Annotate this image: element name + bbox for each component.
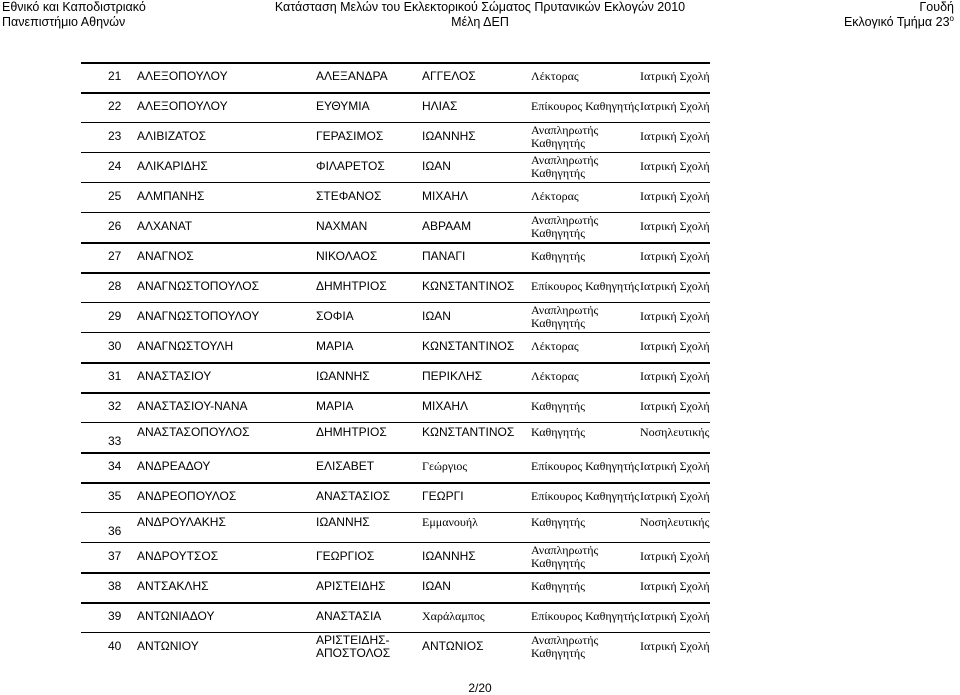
row-number: 27: [108, 249, 122, 263]
polling-section: [844, 15, 954, 30]
row-number: 25: [108, 189, 122, 203]
row-divider: [81, 602, 710, 604]
row-divider: [81, 152, 710, 153]
row-divider: [81, 422, 710, 423]
first-name-cell-line: ΑΠΟΣΤΟΛΟΣ: [316, 646, 391, 660]
university-name-line1: Εθνικό και Καποδιστριακό: [2, 0, 146, 14]
rank-cell: [531, 544, 598, 570]
row-divider: [81, 512, 710, 513]
rank-cell: Επίκουρος Καθηγητής: [531, 489, 640, 503]
row-divider: [81, 572, 710, 574]
row-divider: [81, 92, 710, 94]
first-name-cell: ΑΝΑΣΤΑΣΙΑ: [316, 609, 382, 623]
rank-cell-line: Αναπληρωτής: [531, 543, 599, 557]
surname-cell: ΑΛΕΞΟΠΟΥΛΟΥ: [137, 69, 228, 83]
first-name-cell: ΙΩΑΝΝΗΣ: [316, 369, 370, 383]
polling-location: Γουδή: [919, 0, 954, 14]
father-name-cell: ΙΩΑΝ: [422, 579, 451, 593]
surname-cell: ΑΝΑΓΝΩΣΤΟΥΛΗ: [137, 339, 234, 353]
school-cell: Ιατρική Σχολή: [640, 549, 710, 563]
rank-cell: [531, 154, 598, 180]
surname-cell: ΑΛΜΠΑΝΗΣ: [137, 189, 205, 203]
father-name-cell: ΙΩΑΝ: [422, 159, 451, 173]
father-name-cell: ΚΩΝΣΤΑΝΤΙΝΟΣ: [422, 425, 515, 439]
first-name-cell: ΑΛΕΞΑΝΔΡΑ: [316, 69, 388, 83]
rank-cell: Καθηγητής: [531, 249, 585, 263]
father-name-cell: ΙΩΑΝΝΗΣ: [422, 549, 476, 563]
row-number: 24: [108, 159, 122, 173]
school-cell: Ιατρική Σχολή: [640, 579, 710, 593]
father-name-cell: ΙΩΑΝΝΗΣ: [422, 129, 476, 143]
rank-cell-line: Καθηγητής: [531, 556, 585, 570]
row-divider: [81, 182, 710, 183]
first-name-cell: ΑΝΑΣΤΑΣΙΟΣ: [316, 489, 391, 503]
row-number: 29: [108, 309, 122, 323]
school-cell: Ιατρική Σχολή: [640, 69, 710, 83]
rank-cell-line: Καθηγητής: [531, 646, 585, 660]
first-name-cell: ΕΥΘΥΜΙΑ: [316, 99, 370, 113]
surname-cell: ΑΝΑΓΝΩΣΤΟΠΟΥΛΟΥ: [137, 309, 260, 323]
rank-cell-line: Καθηγητής: [531, 226, 585, 240]
father-name-cell: ΠΑΝΑΓΙ: [422, 249, 466, 263]
father-name-cell: ΗΛΙΑΣ: [422, 99, 458, 113]
rank-cell: Καθηγητής: [531, 399, 585, 413]
row-number: 40: [108, 639, 122, 653]
school-cell: Ιατρική Σχολή: [640, 489, 710, 503]
school-cell: Ιατρική Σχολή: [640, 399, 710, 413]
father-name-cell: ΚΩΝΣΤΑΝΤΙΝΟΣ: [422, 339, 515, 353]
rank-cell: [531, 124, 598, 150]
surname-cell: ΑΝΑΣΤΑΣΙΟΥ-ΝΑΝΑ: [137, 399, 248, 413]
row-divider: [81, 362, 710, 364]
row-divider: [81, 302, 710, 303]
father-name-cell: ΑΝΤΩΝΙΟΣ: [422, 639, 484, 653]
row-divider: [81, 272, 710, 274]
first-name-cell: ΦΙΛΑΡΕΤΟΣ: [316, 159, 385, 173]
surname-cell: ΑΝΤΩΝΙΟΥ: [137, 639, 199, 653]
document-title-line2: Μέλη ΔΕΠ: [451, 15, 509, 29]
rank-cell: Λέκτορας: [531, 369, 579, 383]
polling-station: [844, 0, 954, 30]
school-cell: Ιατρική Σχολή: [640, 609, 710, 623]
rank-cell: Καθηγητής: [531, 515, 585, 529]
first-name-cell: ΔΗΜΗΤΡΙΟΣ: [316, 425, 387, 439]
school-cell: Ιατρική Σχολή: [640, 249, 710, 263]
rank-cell: Επίκουρος Καθηγητής: [531, 609, 640, 623]
school-cell: Ιατρική Σχολή: [640, 279, 710, 293]
first-name-cell: ΣΤΕΦΑΝΟΣ: [316, 189, 382, 203]
row-number: 39: [108, 609, 122, 623]
rank-cell: Λέκτορας: [531, 339, 579, 353]
row-divider: [81, 482, 710, 484]
father-name-cell: Χαράλαμπος: [422, 609, 485, 623]
school-cell: Ιατρική Σχολή: [640, 639, 710, 653]
row-number: 34: [108, 459, 122, 473]
page-number: 2/20: [468, 681, 492, 695]
surname-cell: ΑΛΙΚΑΡΙΔΗΣ: [137, 159, 208, 173]
surname-cell: ΑΝΔΡΟΥΤΣΟΣ: [137, 549, 219, 563]
row-number: 33: [108, 434, 122, 448]
school-cell: Νοσηλευτικής: [640, 515, 710, 529]
row-number: 37: [108, 549, 122, 563]
row-divider: [81, 452, 710, 454]
row-number: 38: [108, 579, 122, 593]
rank-cell: [531, 214, 598, 240]
row-divider: [81, 122, 710, 123]
father-name-cell: ΑΒΡΑΑΜ: [422, 219, 472, 233]
rank-cell: Επίκουρος Καθηγητής: [531, 279, 640, 293]
rank-cell-line: Καθηγητής: [531, 136, 585, 150]
school-cell: Ιατρική Σχολή: [640, 309, 710, 323]
row-number: 28: [108, 279, 122, 293]
rank-cell-line: Καθηγητής: [531, 316, 585, 330]
rank-cell-line: Καθηγητής: [531, 166, 585, 180]
polling-section-label: Εκλογικό Τμήμα 23: [843, 15, 950, 29]
row-number: 32: [108, 399, 122, 413]
polling-section-sup: ο: [949, 13, 954, 23]
surname-cell: ΑΛΕΞΟΠΟΥΛΟΥ: [137, 99, 228, 113]
school-cell: Ιατρική Σχολή: [640, 459, 710, 473]
surname-cell: ΑΝΑΓΝΟΣ: [137, 249, 194, 263]
row-divider: [81, 332, 710, 333]
rank-cell-line: Αναπληρωτής: [531, 213, 599, 227]
first-name-cell: ΜΑΡΙΑ: [316, 339, 354, 353]
rank-cell: [531, 634, 598, 660]
row-number: 36: [108, 524, 122, 538]
first-name-cell: ΜΑΡΙΑ: [316, 399, 354, 413]
first-name-cell: ΑΡΙΣΤΕΙΔΗΣ: [316, 579, 386, 593]
father-name-cell: Γεώργιος: [422, 459, 468, 473]
row-number: 26: [108, 219, 122, 233]
row-divider: [81, 212, 710, 213]
row-number: 23: [108, 129, 122, 143]
first-name-cell: ΕΛΙΣΑΒΕΤ: [316, 459, 375, 473]
row-divider: [81, 542, 710, 543]
rank-cell: Επίκουρος Καθηγητής: [531, 459, 640, 473]
surname-cell: ΑΝΑΓΝΩΣΤΟΠΟΥΛΟΣ: [137, 279, 260, 293]
rank-cell: Λέκτορας: [531, 189, 579, 203]
surname-cell: ΑΝΤΩΝΙΑΔΟΥ: [137, 609, 215, 623]
row-divider: [81, 62, 710, 64]
row-divider: [81, 632, 710, 633]
row-number: 31: [108, 369, 122, 383]
rank-cell: [531, 304, 598, 330]
row-divider: [81, 242, 710, 244]
school-cell: Ιατρική Σχολή: [640, 159, 710, 173]
rank-cell: Επίκουρος Καθηγητής: [531, 99, 640, 113]
school-cell: Ιατρική Σχολή: [640, 219, 710, 233]
surname-cell: ΑΝΔΡΟΥΛΑΚΗΣ: [137, 515, 226, 529]
rank-cell: Καθηγητής: [531, 425, 585, 439]
row-number: 21: [108, 69, 122, 83]
first-name-cell-line: ΑΡΙΣΤΕΙΔΗΣ-: [316, 633, 390, 647]
school-cell: Ιατρική Σχολή: [640, 189, 710, 203]
first-name-cell: [316, 634, 390, 660]
rank-cell-line: Αναπληρωτής: [531, 303, 599, 317]
father-name-cell: ΙΩΑΝ: [422, 309, 451, 323]
surname-cell: ΑΝΑΣΤΑΣΟΠΟΥΛΟΣ: [137, 425, 250, 439]
surname-cell: ΑΝΤΣΑΚΛΗΣ: [137, 579, 209, 593]
row-number: 35: [108, 489, 122, 503]
first-name-cell: ΓΕΡΑΣΙΜΟΣ: [316, 129, 384, 143]
first-name-cell: ΙΩΑΝΝΗΣ: [316, 515, 370, 529]
surname-cell: ΑΛΧΑΝΑΤ: [137, 219, 193, 233]
school-cell: Ιατρική Σχολή: [640, 99, 710, 113]
first-name-cell: ΣΟΦΙΑ: [316, 309, 354, 323]
row-number: 30: [108, 339, 122, 353]
surname-cell: ΑΝΔΡΕΑΔΟΥ: [137, 459, 211, 473]
father-name-cell: ΠΕΡΙΚΛΗΣ: [422, 369, 483, 383]
father-name-cell: ΓΕΩΡΓΙ: [422, 489, 464, 503]
rank-cell-line: Αναπληρωτής: [531, 153, 599, 167]
first-name-cell: ΓΕΩΡΓΙΟΣ: [316, 549, 375, 563]
first-name-cell: ΔΗΜΗΤΡΙΟΣ: [316, 279, 387, 293]
surname-cell: ΑΝΑΣΤΑΣΙΟΥ: [137, 369, 212, 383]
father-name-cell: ΚΩΝΣΤΑΝΤΙΝΟΣ: [422, 279, 515, 293]
rank-cell: Λέκτορας: [531, 69, 579, 83]
university-name-line2: Πανεπιστήμιο Αθηνών: [2, 15, 126, 29]
father-name-cell: ΜΙΧΑΗΛ: [422, 399, 469, 413]
rank-cell-line: Αναπληρωτής: [531, 633, 599, 647]
document-title: [0, 0, 960, 30]
rank-cell: Καθηγητής: [531, 579, 585, 593]
father-name-cell: ΑΓΓΕΛΟΣ: [422, 69, 476, 83]
rank-cell-line: Αναπληρωτής: [531, 123, 599, 137]
document-title-line1: Κατάσταση Μελών του Εκλεκτορικού Σώματος Πρυτανικών Εκλογών 2010: [274, 0, 686, 14]
school-cell: Ιατρική Σχολή: [640, 369, 710, 383]
first-name-cell: ΝΙΚΟΛΑΟΣ: [316, 249, 378, 263]
row-divider: [81, 392, 710, 394]
first-name-cell: ΝΑΧΜΑΝ: [316, 219, 368, 233]
father-name-cell: ΜΙΧΑΗΛ: [422, 189, 469, 203]
school-cell: Ιατρική Σχολή: [640, 129, 710, 143]
surname-cell: ΑΝΔΡΕΟΠΟΥΛΟΣ: [137, 489, 237, 503]
surname-cell: ΑΛΙΒΙΖΑΤΟΣ: [137, 129, 206, 143]
row-number: 22: [108, 99, 122, 113]
father-name-cell: Εμμανουήλ: [422, 515, 478, 529]
school-cell: Ιατρική Σχολή: [640, 339, 710, 353]
school-cell: Νοσηλευτικής: [640, 425, 710, 439]
